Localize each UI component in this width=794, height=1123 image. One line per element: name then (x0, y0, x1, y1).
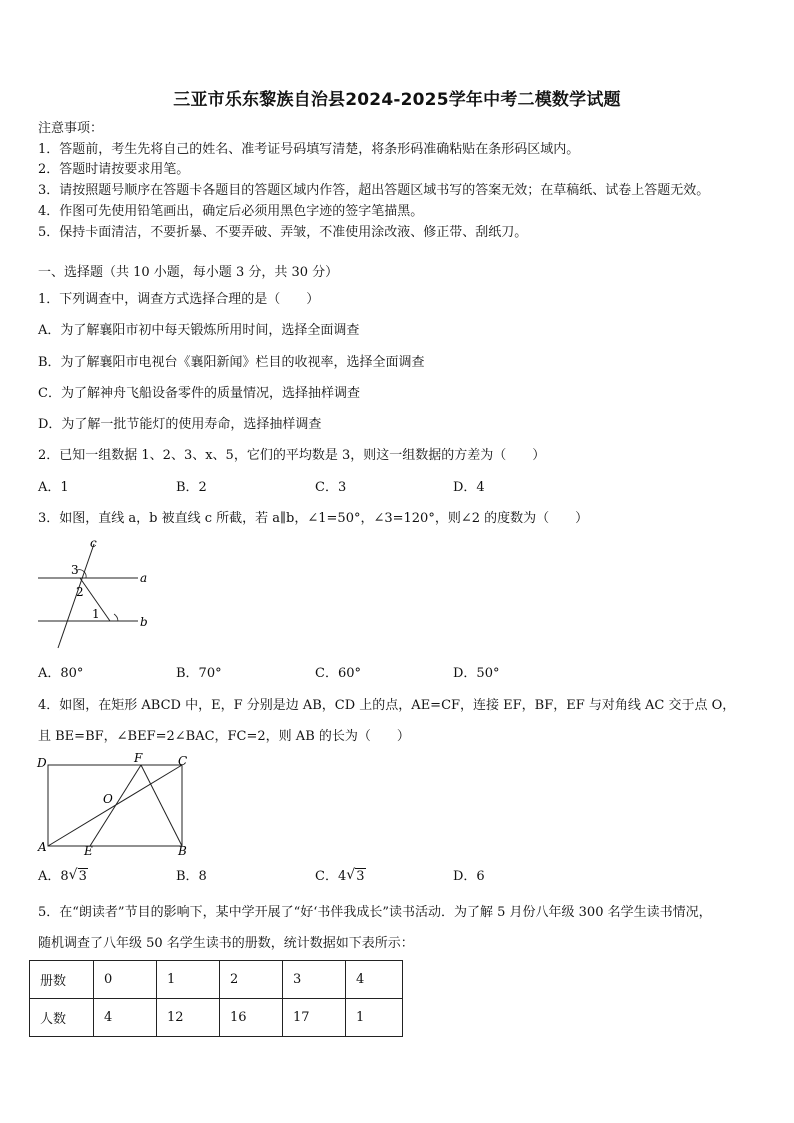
segment-ef (90, 765, 141, 846)
page-title: 三亚市乐东黎族自治县2024-2025学年中考二模数学试题 (173, 90, 621, 110)
parallel-lines-figure (32, 534, 156, 652)
label-angle-1: 1 (92, 607, 100, 621)
radical-sign: √ (346, 867, 356, 883)
question-2-option-a: A．1 (38, 480, 69, 495)
table-row (30, 961, 403, 999)
label-c: C (178, 754, 188, 768)
angle-arc (114, 614, 118, 621)
question-1-option-c: C．为了解神舟飞船设备零件的质量情况，选择抽样调查 (38, 386, 360, 401)
option-c-prefix: C．4 (315, 869, 347, 884)
question-3-option-a: A．80° (38, 666, 84, 681)
question-4-option-d: D．6 (453, 869, 485, 884)
label-e: E (84, 844, 93, 858)
question-4-option-c (315, 869, 366, 885)
notice-item: 5．保持卡面清洁，不要折暴、不要弄破、弄皱，不准使用涂改液、修正带、刮纸刀。 (38, 225, 528, 240)
label-f: F (134, 751, 143, 765)
label-a: a (140, 571, 148, 585)
label-b: B (178, 844, 187, 858)
question-1-option-a: A．为了解襄阳市初中每天锻炼所用时间，选择全面调查 (38, 323, 360, 338)
label-angle-2: 2 (76, 585, 84, 599)
notice-item: 4．作图可先使用铅笔画出，确定后必须用黑色字迹的签字笔描黑。 (38, 204, 424, 219)
table-row (30, 999, 403, 1037)
table-cell: 人数 (30, 999, 94, 1037)
question-3-option-c: C．60° (315, 666, 361, 681)
table-cell: 3 (283, 961, 346, 999)
question-4-option-b: B．8 (176, 869, 207, 884)
rectangle-figure (34, 751, 194, 859)
question-1-option-d: D．为了解一批节能灯的使用寿命，选择抽样调查 (38, 417, 322, 432)
question-3-option-b: B．70° (176, 666, 222, 681)
question-1-stem: 1．下列调查中，调查方式选择合理的是（ ） (38, 292, 320, 307)
table-cell: 1 (346, 999, 403, 1037)
notice-item: 2．答题时请按要求用笔。 (38, 162, 190, 177)
radicand: 3 (356, 869, 365, 884)
table-cell: 1 (157, 961, 220, 999)
question-4-stem-line-2: 且 BE=BF，∠BEF=2∠BAC，FC=2，则 AB 的长为（ ） (38, 729, 410, 744)
table-cell: 17 (283, 999, 346, 1037)
table-cell: 2 (220, 961, 283, 999)
data-table (29, 960, 403, 1037)
label-o: O (103, 792, 113, 806)
notice-heading: 注意事项： (38, 121, 104, 136)
question-3-option-d: D．50° (453, 666, 500, 681)
question-4-stem-line-1: 4．如图，在矩形 ABCD 中，E，F 分别是边 AB，CD 上的点，AE=CF，连接 EF，BF，EF 与对角线 AC 交于点 O， (38, 698, 736, 713)
label-angle-3: 3 (71, 563, 79, 577)
question-3-stem: 3．如图，直线 a，b 被直线 c 所截，若 a∥b，∠1=50°，∠3=120°，则∠2 的度数为（ ） (38, 511, 589, 526)
question-2-option-c: C．3 (315, 480, 347, 495)
notice-item: 1．答题前，考生先将自己的姓名、准考证号码填写清楚，将条形码准确粘贴在条形码区域内。 (38, 142, 580, 157)
question-2-option-b: B．2 (176, 480, 207, 495)
label-c: c (90, 536, 97, 550)
table-cell: 12 (157, 999, 220, 1037)
question-5-stem-line-2: 随机调查了八年级 50 名学生读书的册数，统计数据如下表所示： (38, 936, 414, 951)
table-cell: 册数 (30, 961, 94, 999)
radical-sign: √ (68, 867, 78, 883)
question-1-option-b: B．为了解襄阳市电视台《襄阳新闻》栏目的收视率，选择全面调查 (38, 355, 425, 370)
sqrt-symbol (346, 869, 365, 885)
question-2-stem: 2．已知一组数据 1、2、3、x、5，它们的平均数是 3，则这一组数据的方差为（ ） (38, 448, 546, 463)
question-5-stem-line-1: 5．在“朗读者”节目的影响下，某中学开展了“好‘书伴我成长”读书活动．为了解 5 月份八年级 300 名学生读书情况， (38, 905, 712, 920)
notice-item: 3．请按照题号顺序在答题卡各题目的答题区域内作答，超出答题区域书写的答案无效；在草稿纸、试卷上答题无效。 (38, 183, 710, 198)
section-heading: 一、选择题（共 10 小题，每小题 3 分，共 30 分） (38, 265, 339, 280)
table-cell: 4 (94, 999, 157, 1037)
table-cell: 16 (220, 999, 283, 1037)
label-b: b (140, 615, 148, 629)
table-cell: 0 (94, 961, 157, 999)
table-cell: 4 (346, 961, 403, 999)
question-4-option-a (38, 869, 88, 885)
label-d: D (37, 756, 47, 770)
label-a: A (38, 840, 47, 854)
option-a-prefix: A．8 (38, 869, 69, 884)
sqrt-symbol (69, 869, 88, 885)
question-2-option-d: D．4 (453, 480, 485, 495)
radicand: 3 (78, 869, 87, 884)
